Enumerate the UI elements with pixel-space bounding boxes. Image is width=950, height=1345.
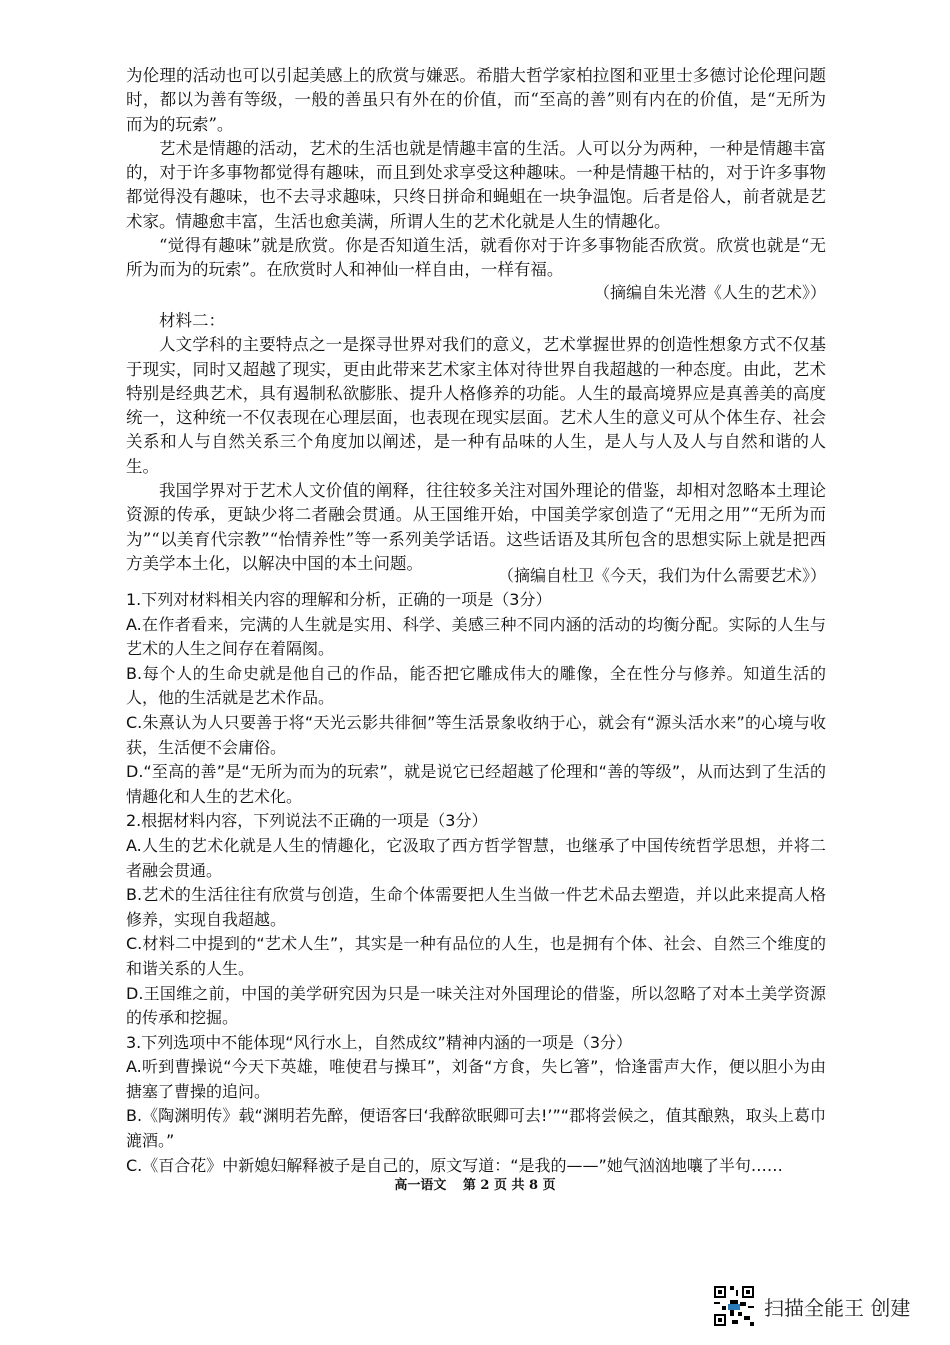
footer-page-number: 第 2 页 共 8 页 — [462, 1178, 556, 1193]
q3-option-b: B.《陶渊明传》载“渊明若先醉，便语客曰‘我醉欲眠卿可去!’”“郡将尝候之，值其酿熟，取头上葛巾漉酒。” — [126, 1106, 826, 1151]
q1-option-c: C.朱熹认为人只要善于将“天光云影共徘徊”等生活景象收纳于心，就会有“源头活水来”的心境与收获，生活便不会庸俗。 — [126, 712, 826, 757]
material2-source: （摘编自杜卫《今天，我们为什么需要艺术》） — [497, 566, 826, 585]
scanner-watermark — [712, 1284, 910, 1328]
q2-option-d: D.王国维之前，中国的美学研究因为只是一味关注对外国理论的借鉴，所以忽略了对本土美学资源的传承和挖掘。 — [126, 983, 826, 1028]
questions — [126, 588, 826, 1178]
material2 — [126, 309, 826, 576]
material1-para-a: 为伦理的活动也可以引起美感上的欣赏与嫌恶。希腊大哲学家柏拉图和亚里士多德讨论伦理问题时，都以为善有等级，一般的善虽只有外在的价值，而“至高的善”则有内在的价值，是“无所为而为的玩索”。 — [126, 66, 826, 134]
qr-code-icon — [712, 1284, 756, 1328]
material2-para-b: 我国学界对于艺术人文价值的阐释，往往较多关注对国外理论的借鉴，却相对忽略本土理论资源的传承，更缺少将二者融会贯通。从王国维开始，中国美学家创造了“无用之用”“无所为而为”“以美育代宗教”“怡情养性”等一系列美学话语。这些话语及其所包含的思想实际上就是把西方美学本土化，以解决中国的本土问题。 — [126, 481, 826, 573]
material1 — [126, 64, 826, 283]
q2-option-a: A.人生的艺术化就是人生的情趣化，它汲取了西方哲学智慧，也继承了中国传统哲学思想，并将二者融会贯通。 — [126, 835, 826, 880]
q2-stem: 2.根据材料内容，下列说法不正确的一项是（3分） — [126, 811, 488, 831]
footer-subject: 高一语文 — [394, 1178, 447, 1193]
q3-stem: 3.下列选项中不能体现“风行水上，自然成纹”精神内涵的一项是（3分） — [126, 1032, 633, 1052]
material2-heading: 材料二： — [159, 311, 225, 330]
q2-option-b: B.艺术的生活往往有欣赏与创造，生命个体需要把人生当做一件艺术品去塑造，并以此来提高人格修养，实现自我超越。 — [126, 885, 826, 929]
page-footer — [0, 1174, 950, 1193]
q1-option-b: B.每个人的生命史就是他自己的作品，能否把它雕成伟大的雕像，全在性分与修养。知道生活的人，他的生活就是艺术作品。 — [126, 663, 826, 708]
q3-option-c: C.《百合花》中新媳妇解释被子是自己的，原文写道：“是我的——”她气汹汹地嚷了半句…… — [126, 1155, 783, 1175]
q1-option-a: A.在作者看来，完满的人生就是实用、科学、美感三种不同内涵的活动的均衡分配。实际的人生与艺术的人生之间存在着隔阂。 — [126, 614, 826, 659]
material1-source: （摘编自朱光潜《人生的艺术》） — [593, 283, 826, 302]
q3-option-a: A.听到曹操说“今天下英雄，唯使君与操耳”，刘备“方食，失匕箸”，恰逢雷声大作，便以胆小为由搪塞了曹操的追问。 — [126, 1057, 826, 1101]
material1-para-b: 艺术是情趣的活动，艺术的生活也就是情趣丰富的生活。人可以分为两种，一种是情趣丰富的，对于许多事物都觉得有趣味，而且到处求享受这种趣味。一种是情趣干枯的，对于许多事物都觉得没有趣味，也不去寻求趣味，只终日拼命和蝇蛆在一块争温饱。后者是俗人，前者就是艺术家。情趣愈丰富，生活也愈美满，所谓人生的艺术化就是人生的情趣化。 — [126, 138, 826, 231]
q2-option-c: C.材料二中提到的“艺术人生”，其实是一种有品位的人生，也是拥有个体、社会、自然三个维度的和谐关系的人生。 — [126, 934, 826, 978]
material2-para-a: 人文学科的主要特点之一是探寻世界对我们的意义，艺术掌握世界的创造性想象方式不仅基于现实，同时又超越了现实，更由此带来艺术家主体对待世界自我超越的一种态度。由此，艺术特别是经典艺术，具有遏制私欲膨胀、提升人格修养的功能。人生的最高境界应是真善美的高度统一，这种统一不仅表现在心理层面，也表现在现实层面。艺术人生的意义可从个体生存、社会关系和人与自然关系三个角度加以阐述，是一种有品味的人生，是人与人及人与自然和谐的人生。 — [126, 335, 826, 476]
q1-stem: 1.下列对材料相关内容的理解和分析，正确的一项是（3分） — [126, 590, 552, 609]
watermark-text: 扫描全能王 创建 — [764, 1295, 911, 1320]
material1-para-c: “觉得有趣味”就是欣赏。你是否知道生活，就看你对于许多事物能否欣赏。欣赏也就是“无所为而为的玩索”。在欣赏时人和神仙一样自由，一样有福。 — [126, 236, 826, 280]
q1-option-d: D.“至高的善”是“无所为而为的玩索”，就是说它已经超越了伦理和“善的等级”，从而达到了生活的情趣化和人生的艺术化。 — [126, 762, 826, 806]
